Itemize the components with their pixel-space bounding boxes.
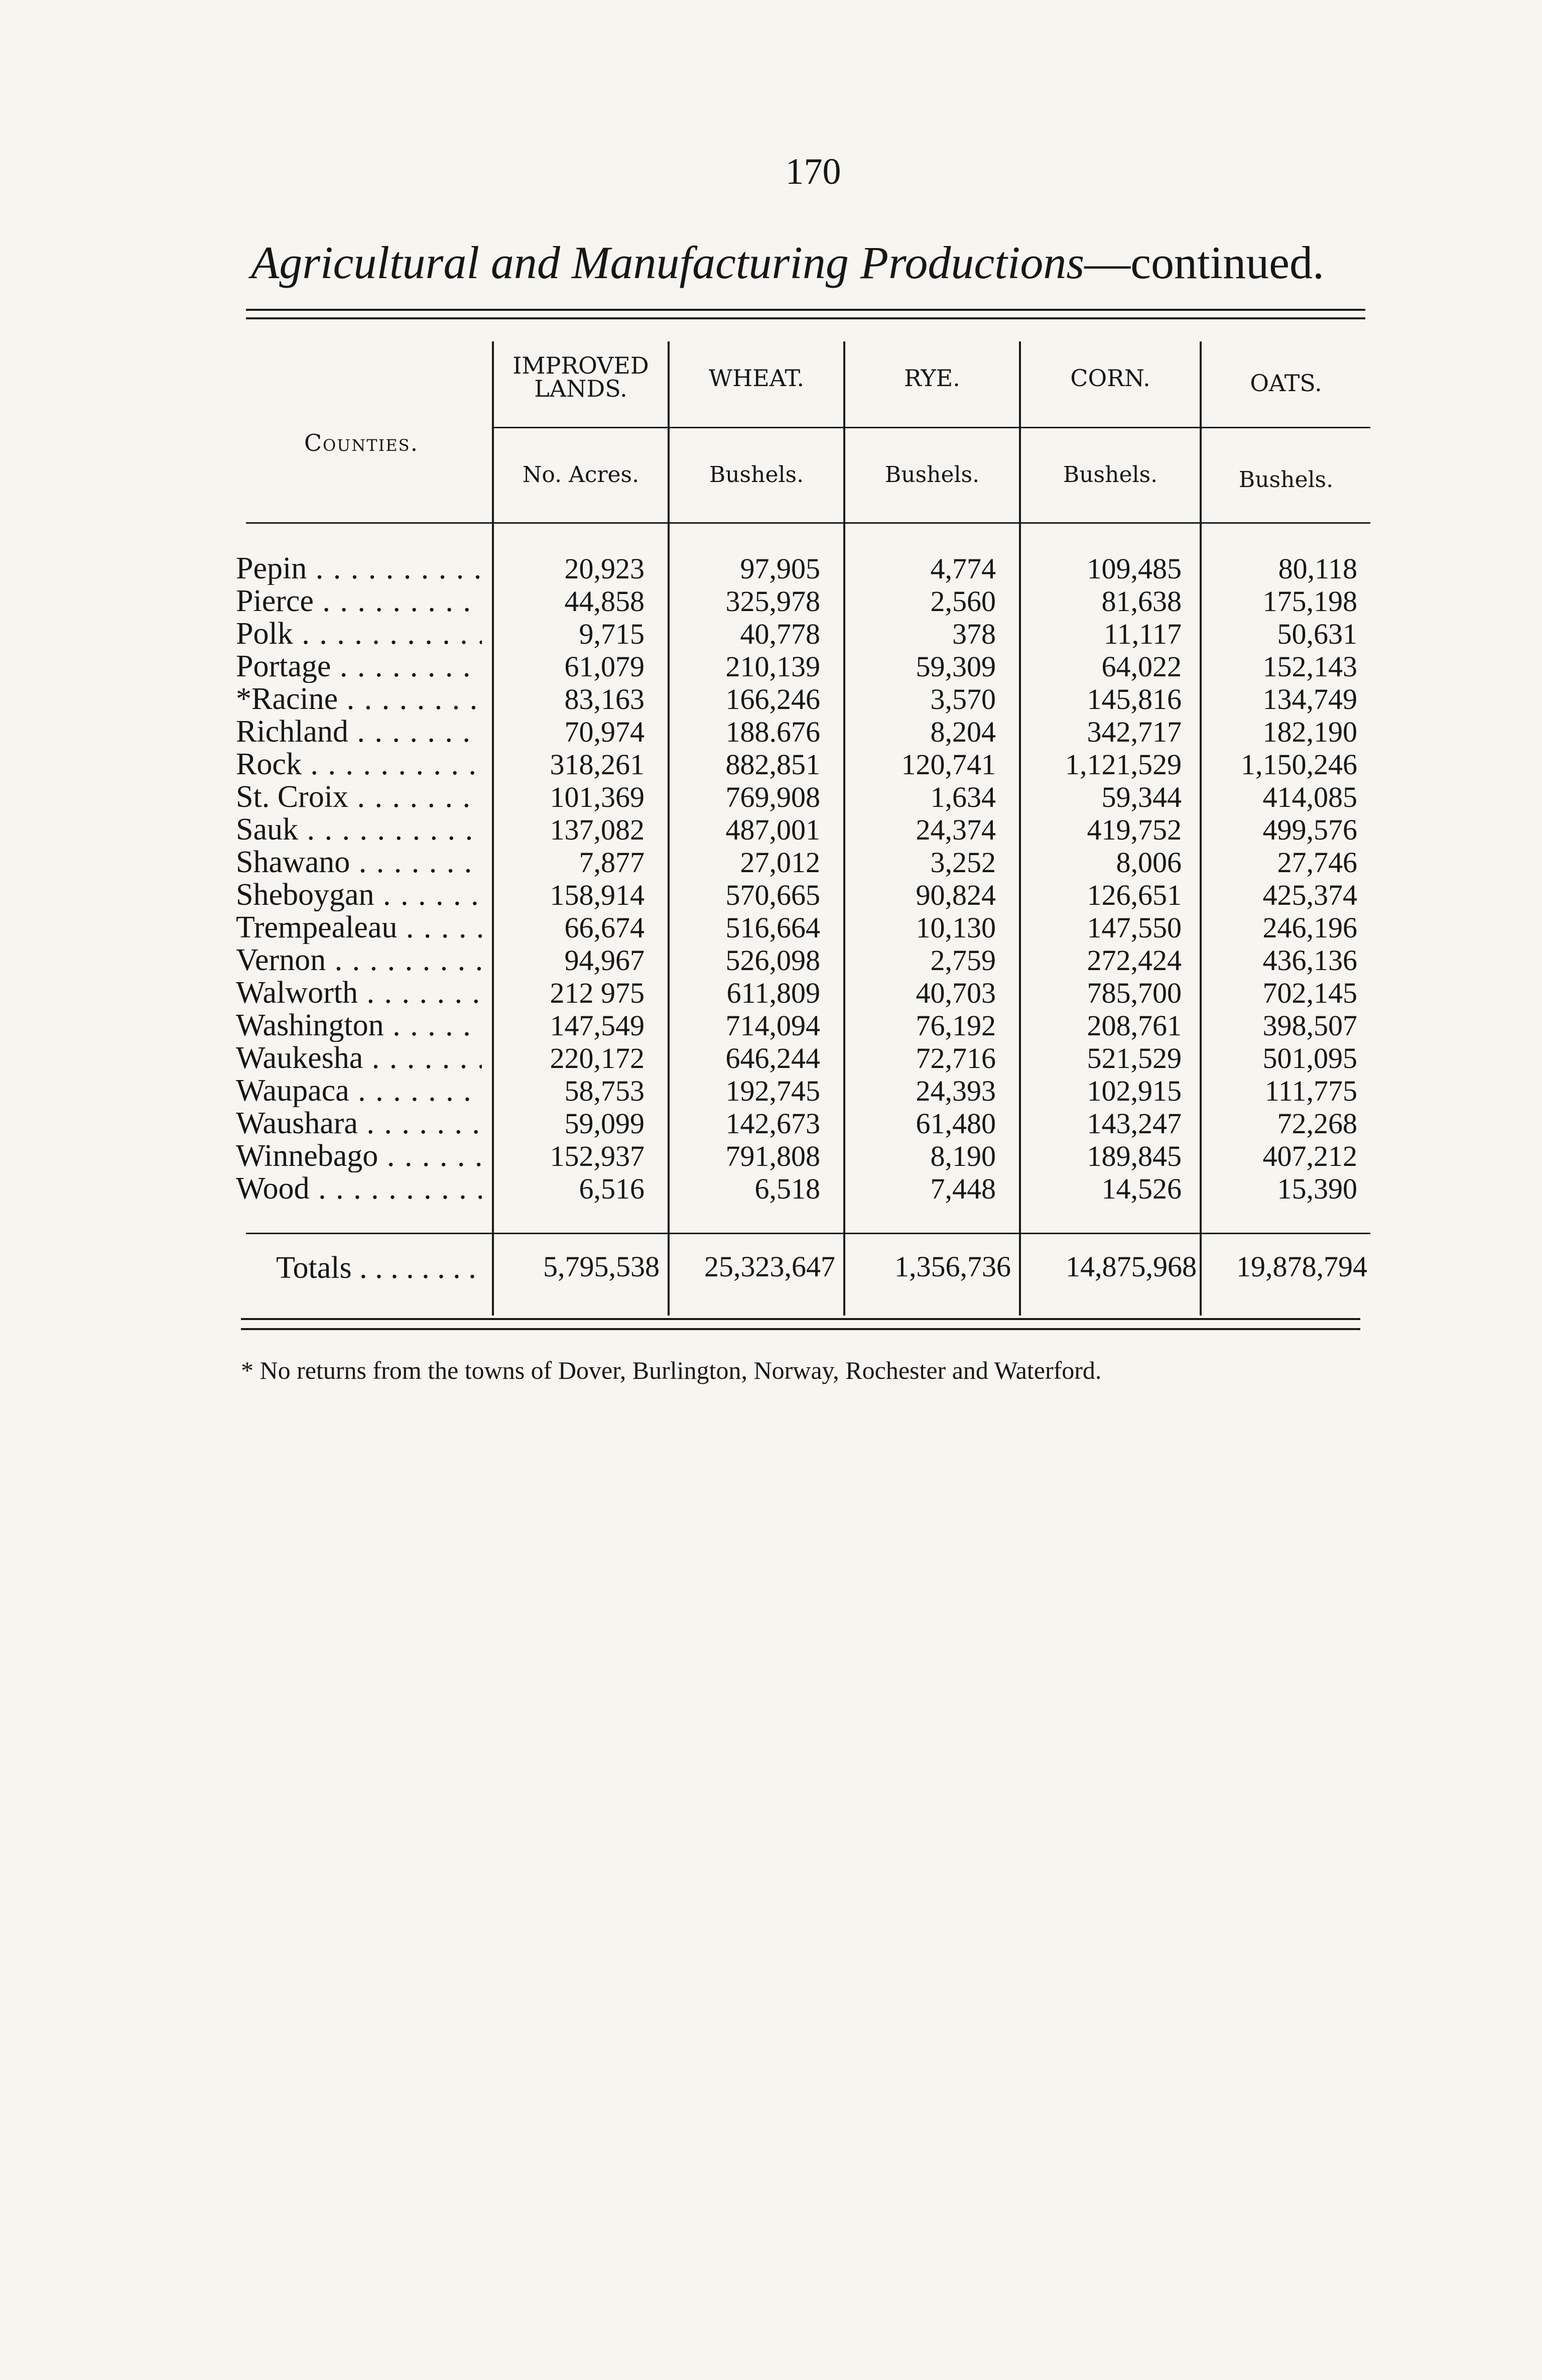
rye-cell: 76,192: [916, 1009, 996, 1042]
improved-lands-cell: 83,163: [564, 683, 645, 716]
table-row: [236, 1172, 1370, 1205]
table-row: [236, 813, 1370, 846]
wheat-cell: 142,673: [725, 1107, 820, 1140]
improved-lands-cell: 66,674: [564, 911, 645, 944]
corn-cell: 272,424: [1087, 944, 1182, 977]
county-name: Waukesha . . .: [236, 1042, 482, 1075]
wheat-cell: 192,745: [725, 1075, 820, 1107]
table-row: [236, 585, 1370, 618]
oats-cell: 1,150,246: [1241, 748, 1357, 781]
wheat-cell: 526,098: [725, 944, 820, 977]
improved-lands-cell: 94,967: [564, 944, 645, 977]
improved-lands-cell: 147,549: [550, 1009, 645, 1042]
county-name: Richland . . .: [236, 716, 482, 748]
corn-cell: 109,485: [1087, 552, 1182, 585]
oats-cell: 499,576: [1262, 813, 1357, 846]
wheat-cell: 791,808: [725, 1140, 820, 1172]
rye-cell: 8,190: [930, 1140, 996, 1172]
table-row: [236, 1107, 1370, 1140]
oats-cell: 175,198: [1262, 585, 1357, 618]
table-row: [236, 748, 1370, 781]
corn-cell: 64,022: [1101, 650, 1182, 683]
oats-cell: 702,145: [1262, 977, 1357, 1009]
wheat-cell: 487,001: [725, 813, 820, 846]
rye-cell: 8,204: [930, 716, 996, 748]
corn-cell: 81,638: [1101, 585, 1182, 618]
header-rule: [246, 522, 1370, 524]
table-row: [236, 1009, 1370, 1042]
table-row: [236, 552, 1370, 585]
rye-cell: 61,480: [916, 1107, 996, 1140]
county-name: Vernon . . .: [236, 944, 482, 977]
unit-rule: [492, 427, 1370, 428]
improved-lands-cell: 44,858: [564, 585, 645, 618]
oats-cell: 134,749: [1262, 683, 1357, 716]
top-rule-2: [246, 317, 1365, 319]
table-row: [236, 683, 1370, 716]
improved-lands-cell: 61,079: [564, 650, 645, 683]
improved-lands-cell: 7,877: [579, 846, 645, 879]
improved-lands-cell: 6,516: [579, 1172, 645, 1205]
total-improved-lands: 5,795,538: [543, 1250, 660, 1283]
title-suffix: —continued.: [1084, 237, 1324, 288]
county-name: Pepin . . .: [236, 552, 482, 585]
unit-improved-lands: No. Acres.: [522, 462, 639, 488]
rye-cell: 3,570: [930, 683, 996, 716]
improved-lands-cell: 220,172: [550, 1042, 645, 1075]
rye-cell: 24,393: [916, 1075, 996, 1107]
table-row: [236, 1140, 1370, 1172]
bottom-rule-2: [241, 1328, 1360, 1330]
corn-cell: 208,761: [1087, 1009, 1182, 1042]
wheat-cell: 714,094: [725, 1009, 820, 1042]
county-name: Waushara . . .: [236, 1107, 482, 1140]
wheat-cell: 210,139: [725, 650, 820, 683]
header-corn: CORN.: [1070, 365, 1150, 392]
oats-cell: 501,095: [1262, 1042, 1357, 1075]
corn-cell: 342,717: [1087, 716, 1182, 748]
table-row: [236, 944, 1370, 977]
title-and: and: [490, 237, 560, 288]
improved-lands-cell: 9,715: [579, 618, 645, 650]
table-row: [236, 1075, 1370, 1107]
corn-cell: 145,816: [1087, 683, 1182, 716]
county-name: Walworth . . .: [236, 977, 482, 1009]
table-row: [236, 977, 1370, 1009]
oats-cell: 72,268: [1277, 1107, 1357, 1140]
oats-cell: 80,118: [1278, 552, 1357, 585]
production-table: [236, 341, 1370, 1321]
corn-cell: 419,752: [1087, 813, 1182, 846]
rye-cell: 4,774: [930, 552, 996, 585]
corn-cell: 14,526: [1101, 1172, 1182, 1205]
wheat-cell: 516,664: [725, 911, 820, 944]
county-name: St. Croix . . .: [236, 781, 482, 813]
oats-cell: 436,136: [1262, 944, 1357, 977]
corn-cell: 1,121,529: [1065, 748, 1182, 781]
header-improved-lands: IMPROVED LANDS.: [512, 352, 649, 402]
wheat-cell: 97,905: [740, 552, 820, 585]
rye-cell: 7,448: [930, 1172, 996, 1205]
corn-cell: 147,550: [1087, 911, 1182, 944]
wheat-cell: 27,012: [740, 846, 820, 879]
top-rule-1: [246, 309, 1365, 311]
rye-cell: 10,130: [916, 911, 996, 944]
rye-cell: 59,309: [916, 650, 996, 683]
improved-lands-cell: 20,923: [564, 552, 645, 585]
oats-cell: 414,085: [1262, 781, 1357, 813]
improved-lands-cell: 318,261: [550, 748, 645, 781]
oats-cell: 111,775: [1264, 1075, 1357, 1107]
table-row: [236, 846, 1370, 879]
improved-lands-cell: 152,937: [550, 1140, 645, 1172]
total-rye: 1,356,736: [894, 1250, 1011, 1283]
improved-lands-cell: 59,099: [564, 1107, 645, 1140]
oats-cell: 398,507: [1262, 1009, 1357, 1042]
corn-cell: 8,006: [1116, 846, 1182, 879]
wheat-cell: 40,778: [740, 618, 820, 650]
oats-cell: 425,374: [1262, 879, 1357, 911]
table-row: [236, 650, 1370, 683]
wheat-cell: 646,244: [725, 1042, 820, 1075]
wheat-cell: 325,978: [725, 585, 820, 618]
table-row: [236, 781, 1370, 813]
corn-cell: 521,529: [1087, 1042, 1182, 1075]
rye-cell: 24,374: [916, 813, 996, 846]
rye-cell: 90,824: [916, 879, 996, 911]
wheat-cell: 166,246: [725, 683, 820, 716]
table-row: [236, 911, 1370, 944]
table-row: [236, 716, 1370, 748]
wheat-cell: 769,908: [725, 781, 820, 813]
header-rye: RYE.: [904, 365, 960, 392]
wheat-cell: 570,665: [725, 879, 820, 911]
county-name: Sauk . . .: [236, 813, 482, 846]
oats-cell: 50,631: [1277, 618, 1357, 650]
oats-cell: 27,746: [1277, 846, 1357, 879]
table-row: [236, 1042, 1370, 1075]
rye-cell: 72,716: [916, 1042, 996, 1075]
wheat-cell: 6,518: [754, 1172, 820, 1205]
county-name: Shawano . . .: [236, 846, 482, 879]
improved-lands-cell: 101,369: [550, 781, 645, 813]
county-name: Trempealeau . . .: [236, 911, 482, 944]
oats-cell: 246,196: [1262, 911, 1357, 944]
county-name: Portage . . .: [236, 650, 482, 683]
county-name: Waupaca . . .: [236, 1075, 482, 1107]
corn-cell: 59,344: [1101, 781, 1182, 813]
county-name: Pierce . . .: [236, 585, 482, 618]
oats-cell: 407,212: [1262, 1140, 1357, 1172]
bottom-rule-1: [241, 1318, 1360, 1320]
unit-rye: Bushels.: [884, 462, 980, 488]
rye-cell: 1,634: [930, 781, 996, 813]
title-italic-2: Manufacturing Productions: [571, 237, 1085, 288]
county-name: *Racine . . .: [236, 683, 482, 716]
totals-rule: [246, 1233, 1370, 1234]
rye-cell: 120,741: [901, 748, 996, 781]
corn-cell: 126,651: [1087, 879, 1182, 911]
county-name: Sheboygan . . .: [236, 879, 482, 911]
counties-header: Counties.: [304, 429, 419, 456]
county-name: Rock . . .: [236, 748, 482, 781]
rye-cell: 40,703: [916, 977, 996, 1009]
oats-cell: 15,390: [1277, 1172, 1357, 1205]
improved-lands-cell: 158,914: [550, 879, 645, 911]
wheat-cell: 188.676: [725, 716, 820, 748]
improved-lands-cell: 212 975: [550, 977, 645, 1009]
table-row: [236, 618, 1370, 650]
improved-lands-cell: 58,753: [564, 1075, 645, 1107]
wheat-cell: 611,809: [726, 977, 820, 1009]
header-wheat: WHEAT.: [708, 365, 805, 392]
rye-cell: 2,560: [930, 585, 996, 618]
county-name: Washington . . .: [236, 1009, 482, 1042]
corn-cell: 143,247: [1087, 1107, 1182, 1140]
oats-cell: 152,143: [1262, 650, 1357, 683]
total-corn: 14,875,968: [1066, 1250, 1197, 1283]
total-wheat: 25,323,647: [704, 1250, 835, 1283]
wheat-cell: 882,851: [725, 748, 820, 781]
title-italic-1: Agricultural: [251, 237, 479, 288]
oats-cell: 182,190: [1262, 716, 1357, 748]
county-name: Polk . . .: [236, 618, 482, 650]
corn-cell: 102,915: [1087, 1075, 1182, 1107]
unit-corn: Bushels.: [1063, 462, 1158, 488]
footnote: * No returns from the towns of Dover, Burlington, Norway, Rochester and Waterford.: [241, 1356, 1102, 1384]
header-oats: OATS.: [1250, 370, 1322, 397]
improved-lands-cell: 70,974: [564, 716, 645, 748]
unit-wheat: Bushels.: [709, 462, 804, 488]
rye-cell: 3,252: [930, 846, 996, 879]
page-number: 170: [785, 151, 841, 192]
county-name: Wood . . .: [236, 1172, 482, 1205]
corn-cell: 785,700: [1087, 977, 1182, 1009]
corn-cell: 11,117: [1103, 618, 1182, 650]
totals-label: Totals . . .: [276, 1250, 482, 1286]
improved-lands-cell: 137,082: [550, 813, 645, 846]
unit-oats: Bushels.: [1238, 467, 1334, 493]
table-row: [236, 879, 1370, 911]
corn-cell: 189,845: [1087, 1140, 1182, 1172]
totals-row: [236, 1250, 1370, 1283]
total-oats: 19,878,794: [1236, 1250, 1367, 1283]
county-name: Winnebago . . .: [236, 1140, 482, 1172]
rye-cell: 378: [952, 618, 996, 650]
rye-cell: 2,759: [930, 944, 996, 977]
page-title: [251, 236, 1405, 289]
